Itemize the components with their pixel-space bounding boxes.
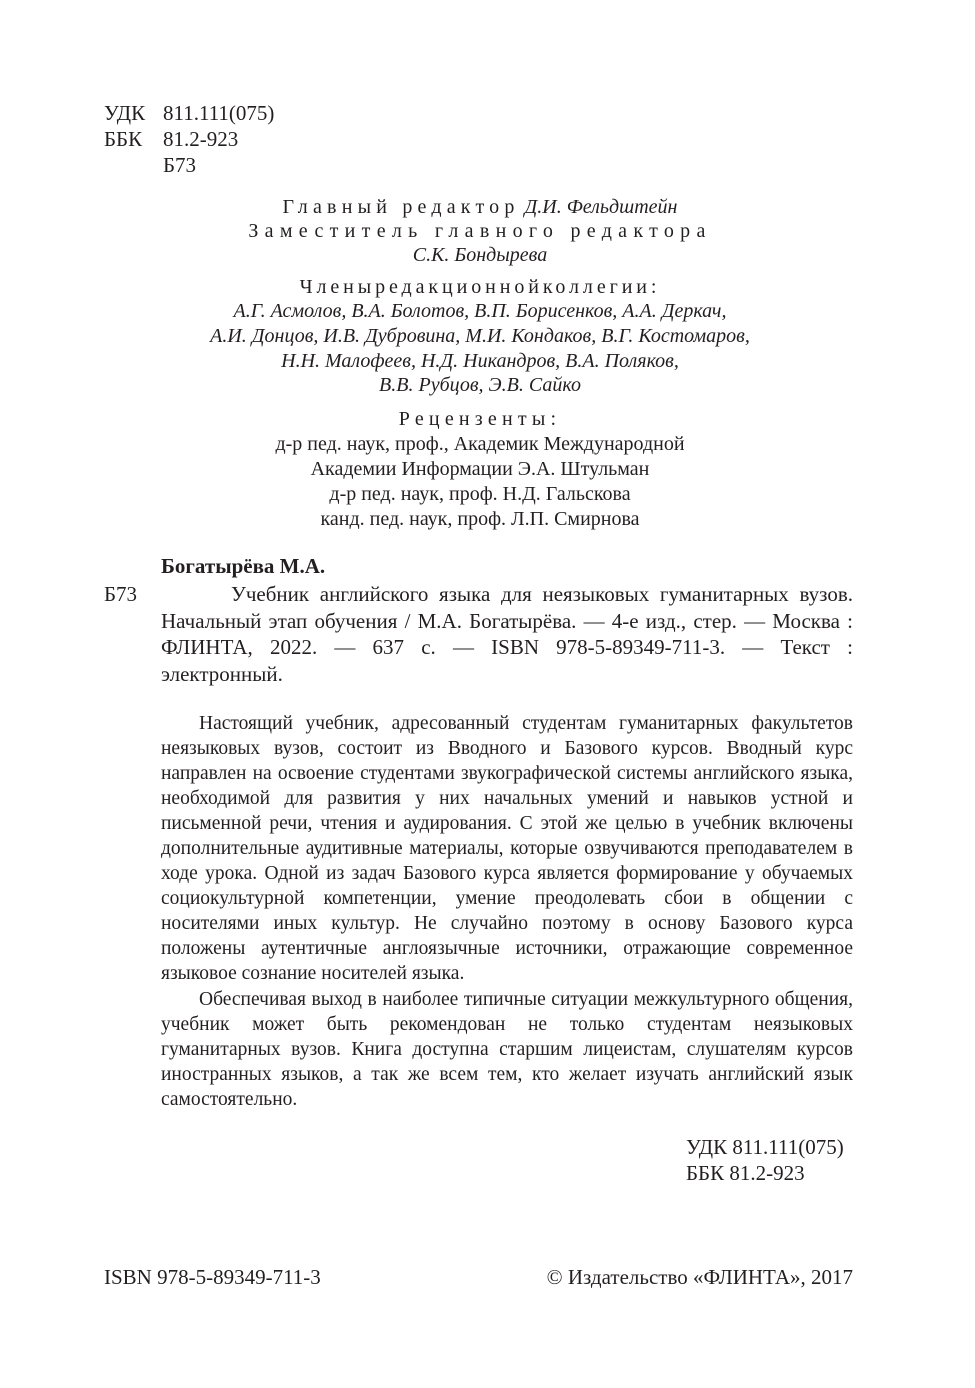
udk-row: [104, 101, 274, 126]
reviewer-line: д-р пед. наук, проф., Академик Международной: [275, 433, 685, 455]
chief-editor-line: [180, 195, 780, 220]
reviewer-line: канд. пед. наук, проф. Л.П. Смирнова: [320, 508, 640, 530]
reviewers-label: Рецензенты:: [398, 408, 562, 430]
deputy-editor-name: С.К. Бондырева: [412, 244, 548, 266]
bottom-bbk: ББК 81.2-923: [686, 1161, 805, 1185]
bibliographic-description: Учебник английского языка для неязыковых гуманитарных вузов. Начальный этап обучения / М.А. Богатырёва. — 4-е изд., стер. — Москва : ФЛИНТА, 2022. — 637 с. — ISBN 978-5-89349-711-3. — Текст : электронный.: [161, 582, 853, 686]
board-member-line: В.В. Рубцов, Э.В. Сайко: [379, 374, 581, 396]
board-member-line: А.Г. Асмолов, В.А. Болотов, В.П. Борисенков, А.А. Деркач,: [233, 300, 727, 322]
isbn: ISBN 978-5-89349-711-3: [104, 1265, 321, 1289]
annotation-paragraph: Настоящий учебник, адресованный студентам гуманитарных факультетов неязыковых вузов, состоит из Вводного и Базового курсов. Вводный курс направлен на освоение студентами звукографической системы английского языка, необходимой для развития у них начальных умений и навыков устной и письменной речи, чтения и аудирования. С этой же целью в учебник включены дополнительные аудитивные материалы, которые озвучиваются преподавателем в ходе урока. Одной из задач Базового курса является формирование у обучаемых социокультурной компетенции, умение преодолевать сбои в общении с носителями иных культур. Не случайно поэтому в основу Базового курса положены аутентичные англоязычные источники, отражающие современное языковое сознание носителей языка.: [161, 713, 853, 984]
book-author: Богатырёва М.А.: [161, 554, 326, 578]
bbk-row: [104, 127, 238, 152]
board-member-line: А.И. Донцов, И.В. Дубровина, М.И. Кондаков, В.Г. Костомаров,: [210, 325, 750, 347]
annotation-paragraph: Обеспечивая выход в наиболее типичные ситуации межкультурного общения, учебник может быть рекомендован не только студентам неязыковых гуманитарных вузов. Книга доступна старшим лицеистам, слушателям курсов иностранных языков, а так же всем тем, кто желает изучать английский язык самостоятельно.: [161, 989, 853, 1110]
reviewer-line: д-р пед. наук, проф. Н.Д. Гальскова: [329, 483, 631, 505]
reviewers-label-line: [180, 407, 780, 432]
udk-label: УДК: [104, 101, 146, 125]
udk-value: 811.111(075): [163, 101, 275, 125]
chief-editor-label: Главный редактор: [282, 196, 520, 218]
reviewer-line: Академии Информации Э.А. Штульман: [310, 458, 650, 480]
board-label-line: [180, 275, 780, 300]
deputy-editor-label: Заместитель главного редактора: [248, 220, 712, 242]
bbk-label: ББК: [104, 127, 143, 151]
copyright: © Издательство «ФЛИНТА», 2017: [546, 1265, 853, 1289]
board-member-line: Н.Н. Малофеев, Н.Д. Никандров, В.А. Поляков,: [281, 350, 679, 372]
author-mark: Б73: [163, 153, 197, 177]
chief-editor-name: Д.И. Фельдштейн: [524, 196, 678, 218]
bbk-value: 81.2-923: [163, 127, 239, 151]
bottom-udk: УДК 811.111(075): [686, 1135, 844, 1159]
bibliographic-code: Б73: [104, 582, 138, 606]
deputy-editor-label-line: [180, 219, 780, 244]
board-label: Членыредакционнойколлегии:: [299, 276, 661, 298]
